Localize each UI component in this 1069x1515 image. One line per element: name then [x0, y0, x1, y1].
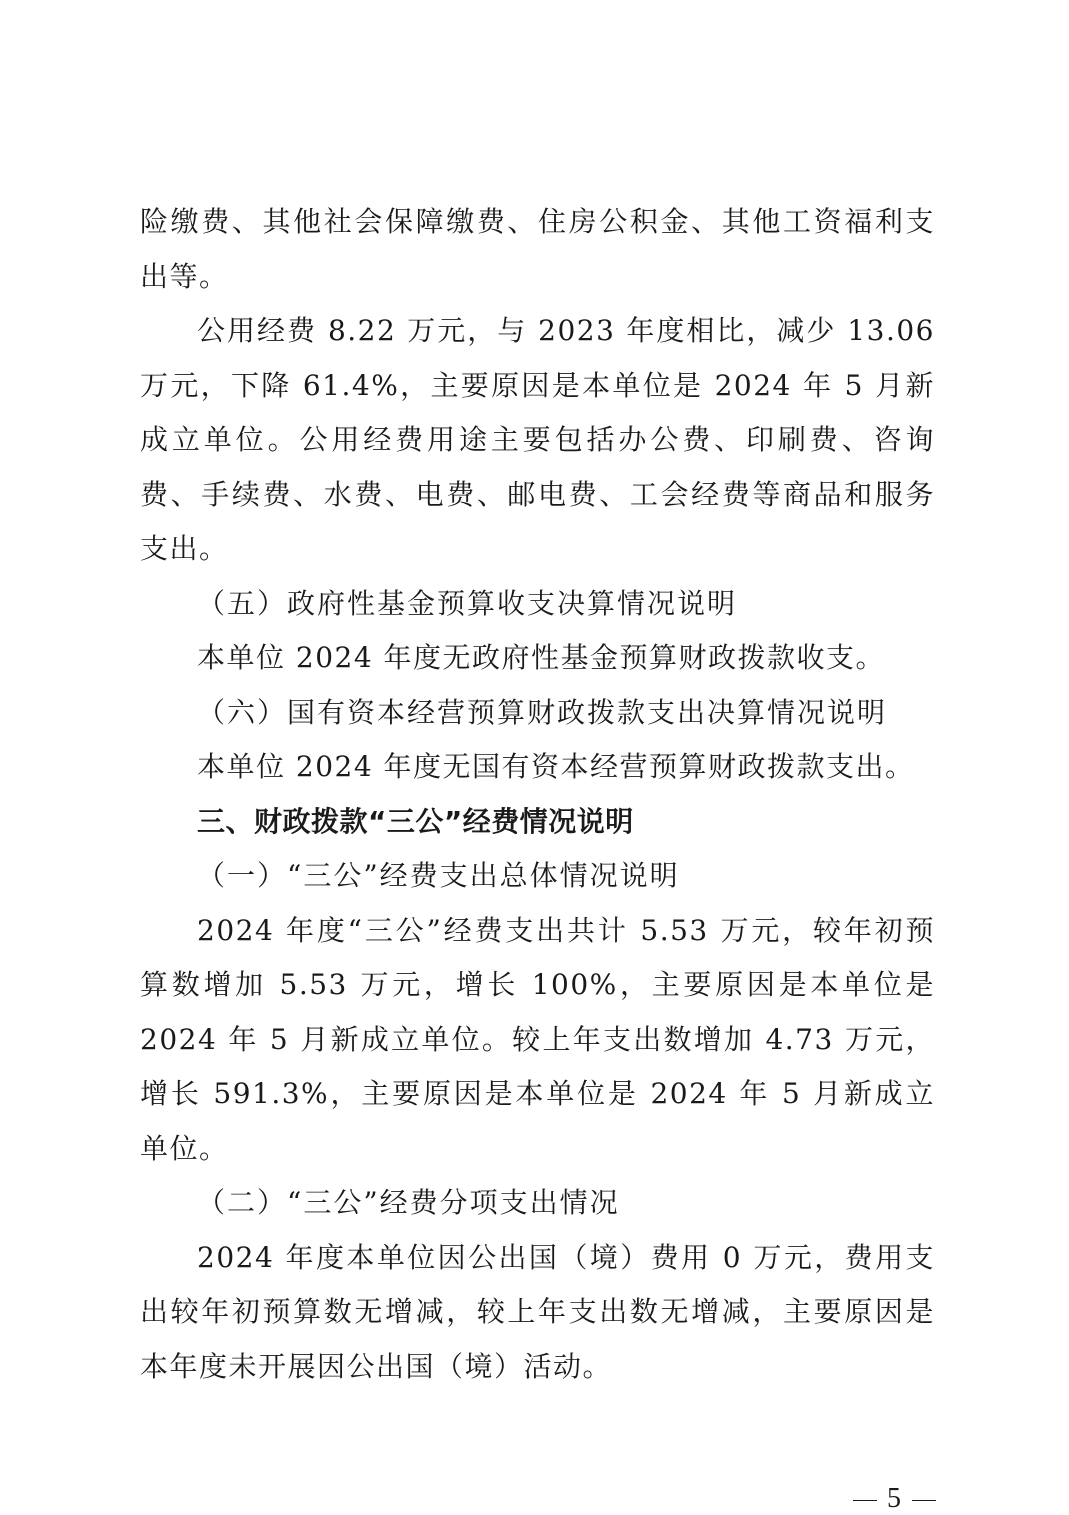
paragraph-government-fund-budget: 本单位 2024 年度无政府性基金预算财政拨款收支。: [197, 641, 886, 674]
paragraph-state-capital-budget: 本单位 2024 年度无国有资本经营预算财政拨款支出。: [197, 750, 915, 783]
page-number-left-dash: [853, 1500, 877, 1502]
document-body: [140, 195, 935, 1394]
subheading-government-fund-budget: （五）政府性基金预算收支决算情况说明: [197, 586, 738, 620]
page-number: [843, 1483, 946, 1515]
paragraph-social-security-continuation: 险缴费、其他社会保障缴费、住房公积金、其他工资福利支出等。: [140, 205, 935, 293]
subheading-overall-expenses: （一）“三公”经费支出总体情况说明: [197, 859, 680, 892]
subheading-itemized-expenses: （二）“三公”经费分项支出情况: [197, 1186, 620, 1219]
page-number-value: 5: [887, 1483, 902, 1514]
subheading-state-capital-budget: （六）国有资本经营预算财政拨款支出决算情况说明: [197, 695, 888, 729]
paragraph-overall-expenses: 2024 年度“三公”经费支出共计 5.53 万元，较年初预算数增加 5.53 万元，增长 100%，主要原因是本单位是 2024 年 5 月新成立单位。较上年支出数增加 4.73 万元，增长 591.3%，主要原因是本单位是 2024 年 5 月新成立单位。: [140, 913, 935, 1165]
paragraph-public-expenses: 公用经费 8.22 万元，与 2023 年度相比，减少 13.06 万元，下降 61.4%，主要原因是本单位是 2024 年 5 月新成立单位。公用经费用途主要包括办公费、印刷费、咨询费、手续费、水费、电费、邮电费、工会经费等商品和服务支出。: [140, 314, 935, 565]
paragraph-overseas-travel-expenses: 2024 年度本单位因公出国（境）费用 0 万元，费用支出较年初预算数无增减，较上年支出数无增减，主要原因是本年度未开展因公出国（境）活动。: [140, 1240, 935, 1383]
section-heading-three-public-expenses: 三、财政拨款“三公”经费情况说明: [197, 804, 634, 838]
page-number-right-dash: [912, 1500, 936, 1502]
